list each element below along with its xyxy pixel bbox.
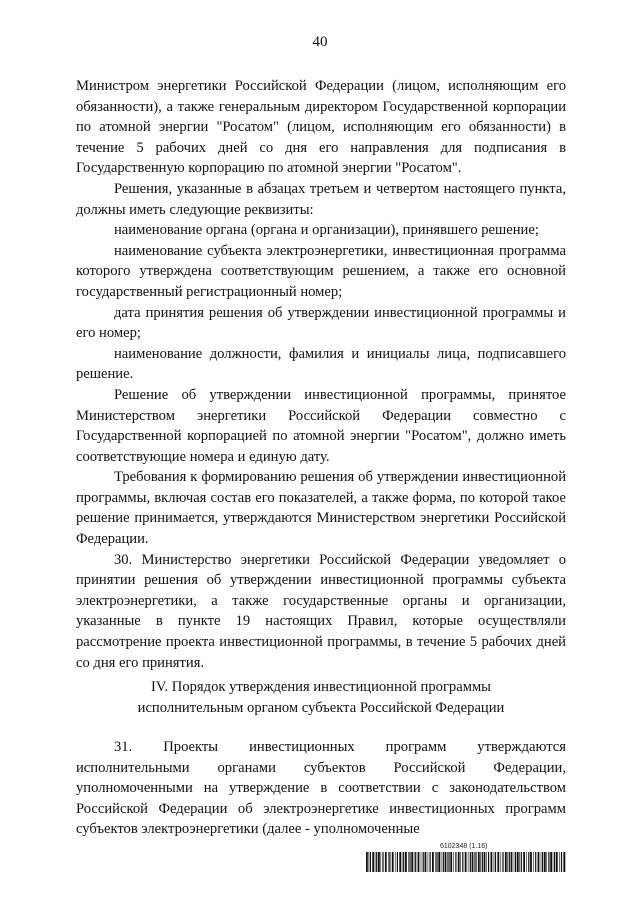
document-body-continued <box>76 737 566 840</box>
page-number: 40 <box>312 34 328 50</box>
paragraph: Решения, указанные в абзацах третьем и четвертом настоящего пункта, должны иметь следующие реквизиты: <box>76 180 566 218</box>
paragraph: наименование должности, фамилия и инициалы лица, подписавшего решение. <box>76 345 566 383</box>
document-body <box>76 76 566 673</box>
paragraph: Министром энергетики Российской Федерации (лицом, исполняющим его обязанности), а также генеральным директором Государственной корпорации по атомной энергии "Росатом" (лицом, исполняющим его обязанности) в течение 5 рабочих дней со дня его направления для подписания в Государственную корпорацию по атомной энергии "Росатом". <box>76 78 566 177</box>
paragraph: наименование субъекта электроэнергетики, инвестиционная программа которого утверждена соответствующим решением, а также его основной государственный регистрационный номер; <box>76 242 566 300</box>
paragraph: наименование органа (органа и организации), принявшего решение; <box>114 222 539 239</box>
paragraph: 30. Министерство энергетики Российской Федерации уведомляет о принятии решения об утверждении инвестиционной программы субъекта электроэнергетики, а также государственные органы и организации, указанные в пункте 19 настоящих Правил, которые осуществляли рассмотрение проекта инвестиционной программы, в течение 5 рабочих дней со дня его принятия. <box>76 551 566 671</box>
paragraph: дата принятия решения об утверждении инвестиционной программы и его номер; <box>76 304 566 342</box>
barcode-image <box>366 852 566 872</box>
paragraph: Требования к формированию решения об утверждении инвестиционной программы, включая состав его показателей, а также форма, по которой такое решение принимается, утверждаются Министерством энергетики Российской Федерации. <box>76 469 566 548</box>
document-code: 6102348 (1.16) <box>440 843 488 850</box>
section-heading <box>76 677 566 718</box>
section-heading-line: исполнительным органом субъекта Российской Федерации <box>137 699 505 716</box>
paragraph: Решение об утверждении инвестиционной программы, принятое Министерством энергетики Российской Федерации совместно с Государственной корпорацией по атомной энергии "Росатом", должно иметь соответствующие номера и единую дату. <box>76 386 566 465</box>
paragraph: 31. Проекты инвестиционных программ утверждаются исполнительными органами субъектов Российской Федерации, уполномоченными на утверждение в соответствии с законодательством Российской Федерации об электроэнергетике инвестиционных программ субъектов электроэнергетики (далее - уполномоченные <box>76 739 566 838</box>
section-heading-line: IV. Порядок утверждения инвестиционной программы <box>150 679 491 695</box>
